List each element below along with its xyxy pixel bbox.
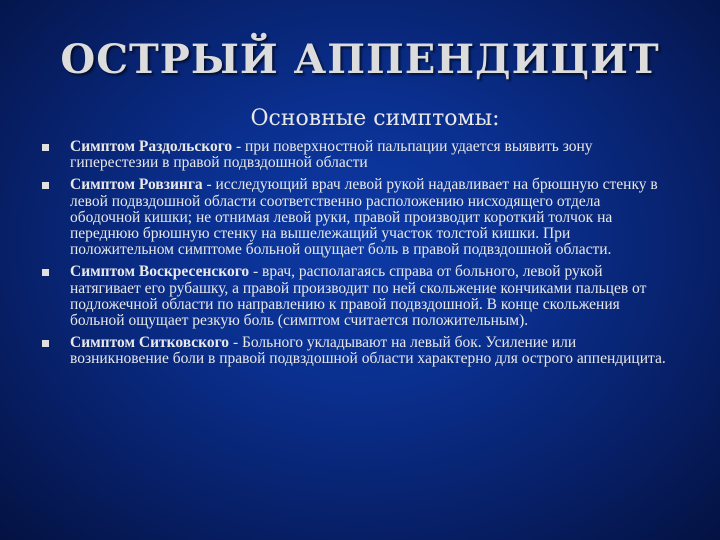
list-item — [42, 264, 674, 329]
symptom-description: - врач, располагаясь справа от больного, левой рукой натягивает его рубашку, а правой производит по ней скольжение кончиками пальцев от подложечной области по направлению к правой подвздошной. В конце скольжения больной ощущает резкую боль (симптом считается положительным). — [70, 263, 647, 330]
slide-title: ОСТРЫЙ АППЕНДИЦИТ — [60, 36, 660, 83]
square-bullet-icon — [42, 144, 49, 151]
square-bullet-icon — [42, 182, 49, 189]
symptom-name: Симптом Раздольского — [70, 138, 233, 155]
slide-subtitle: Основные симптомы: — [250, 106, 500, 131]
symptom-description: - при поверхностной пальпации удается выявить зону гиперестезии в правой подвздошной области — [70, 138, 593, 172]
symptom-list — [42, 139, 674, 368]
symptom-name: Симптом Ситковского — [70, 334, 230, 352]
list-item — [42, 177, 674, 258]
square-bullet-icon — [42, 340, 49, 347]
symptom-description: - исследующий врач левой рукой надавливает на брюшную стенку в левой подвздошной области соответственно расположению нисходящего отдела ободочной кишки; не отнимая левой руки, правой производит короткий толчок на переднюю брюшную стенку на вышележащий участок толстой кишки. При положительном симптоме больной ощущает боль в правой подвздошной области. — [70, 176, 658, 259]
list-item — [42, 335, 674, 367]
symptom-name: Симптом Воскресенского — [70, 263, 250, 281]
symptom-description: - Больного укладывают на левый бок. Усиление или возникновение боли в правой подвздошной области характерно для острого аппендицита. — [70, 334, 666, 368]
list-item — [42, 139, 674, 171]
symptom-name: Симптом Ровзинга — [70, 176, 203, 194]
square-bullet-icon — [42, 269, 49, 276]
